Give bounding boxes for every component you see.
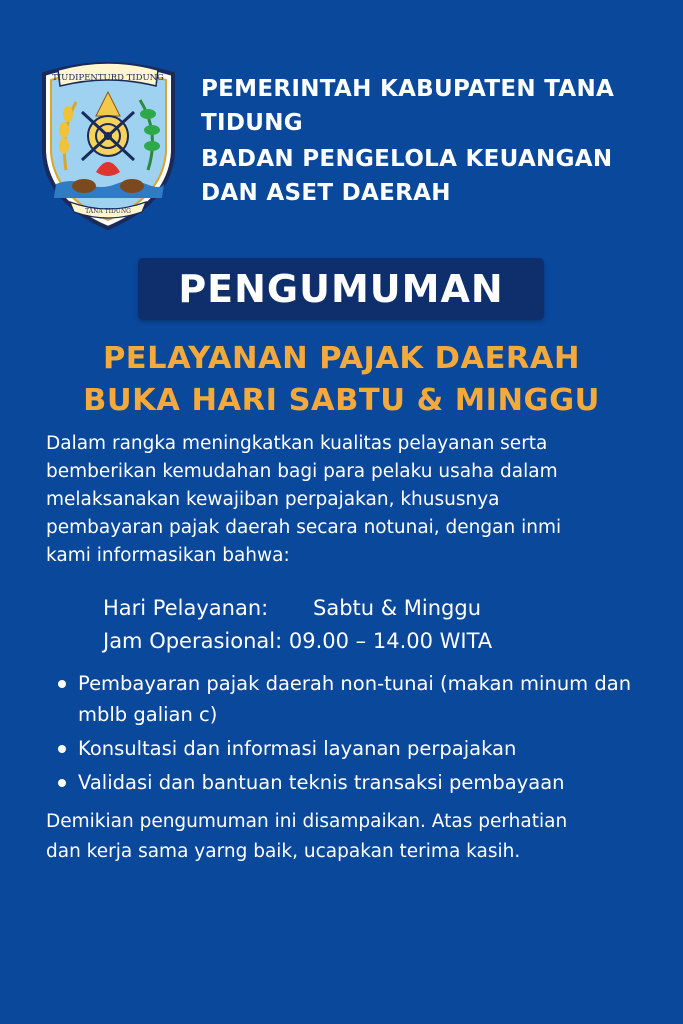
header-line-3: BADAN PENGELOLA KEUANGAN <box>201 146 613 172</box>
list-item-text: Pembayaran pajak daerah non-tunai (makan minum dan mblb galian c) <box>78 672 632 726</box>
bullet-dot-icon <box>58 779 66 787</box>
service-day-label: Hari Pelayanan: <box>103 596 269 620</box>
list-item <box>56 767 666 798</box>
list-item <box>56 668 666 730</box>
schedule-hours-row <box>103 625 663 658</box>
list-item <box>56 733 666 764</box>
bullet-dot-icon <box>58 680 66 688</box>
header <box>36 52 656 232</box>
announcement-title: PENGUMUMAN <box>138 258 544 320</box>
subtitle-line-1: PELAYANAN PAJAK DAERAH <box>102 341 581 376</box>
header-line-2: TIDUNG <box>201 110 303 136</box>
operating-hours-value: 09.00 – 14.00 WITA <box>288 629 493 653</box>
subtitle-line-2: BUKA HARI SABTU & MINGGU <box>83 383 600 418</box>
intro-paragraph <box>46 430 666 570</box>
intro-line: kami informasikan bahwa: <box>46 545 290 566</box>
closing-paragraph <box>46 807 666 867</box>
list-item-text: Konsultasi dan informasi layanan perpajakan <box>78 737 517 760</box>
announcement-subtitle <box>20 338 663 422</box>
service-list <box>56 668 666 801</box>
header-agency-name <box>201 72 651 210</box>
schedule-day-row <box>103 592 663 625</box>
header-line-4: DAN ASET DAERAH <box>201 180 451 206</box>
operating-hours-label: Jam Operasional: <box>103 629 283 653</box>
regency-emblem-logo <box>36 52 181 232</box>
closing-line-2: dan kerja sama yarng baik, ucapakan terima kasih. <box>46 841 521 862</box>
service-schedule <box>103 592 663 658</box>
list-item-text: Validasi dan bantuan teknis transaksi pembayaan <box>78 771 565 794</box>
intro-line: Dalam rangka meningkatkan kualitas pelayanan serta <box>46 433 548 454</box>
logo-motto-bottom: TANA TIDUNG <box>85 208 131 215</box>
intro-line: bemberikan kemudahan bagi para pelaku usaha dalam <box>46 461 558 482</box>
header-line-1: PEMERINTAH KABUPATEN TANA <box>201 76 615 102</box>
bullet-dot-icon <box>58 745 66 753</box>
logo-motto-top: TIUDIPENTURD TIDUNG <box>52 73 164 83</box>
service-day-value: Sabtu & Minggu <box>313 596 482 620</box>
closing-line-1: Demikian pengumuman ini disampaikan. Atas perhatian <box>46 811 568 832</box>
intro-line: melaksanakan kewajiban perpajakan, khususnya <box>46 489 500 510</box>
intro-line: pembayaran pajak daerah secara notunai, dengan inmi <box>46 517 562 538</box>
